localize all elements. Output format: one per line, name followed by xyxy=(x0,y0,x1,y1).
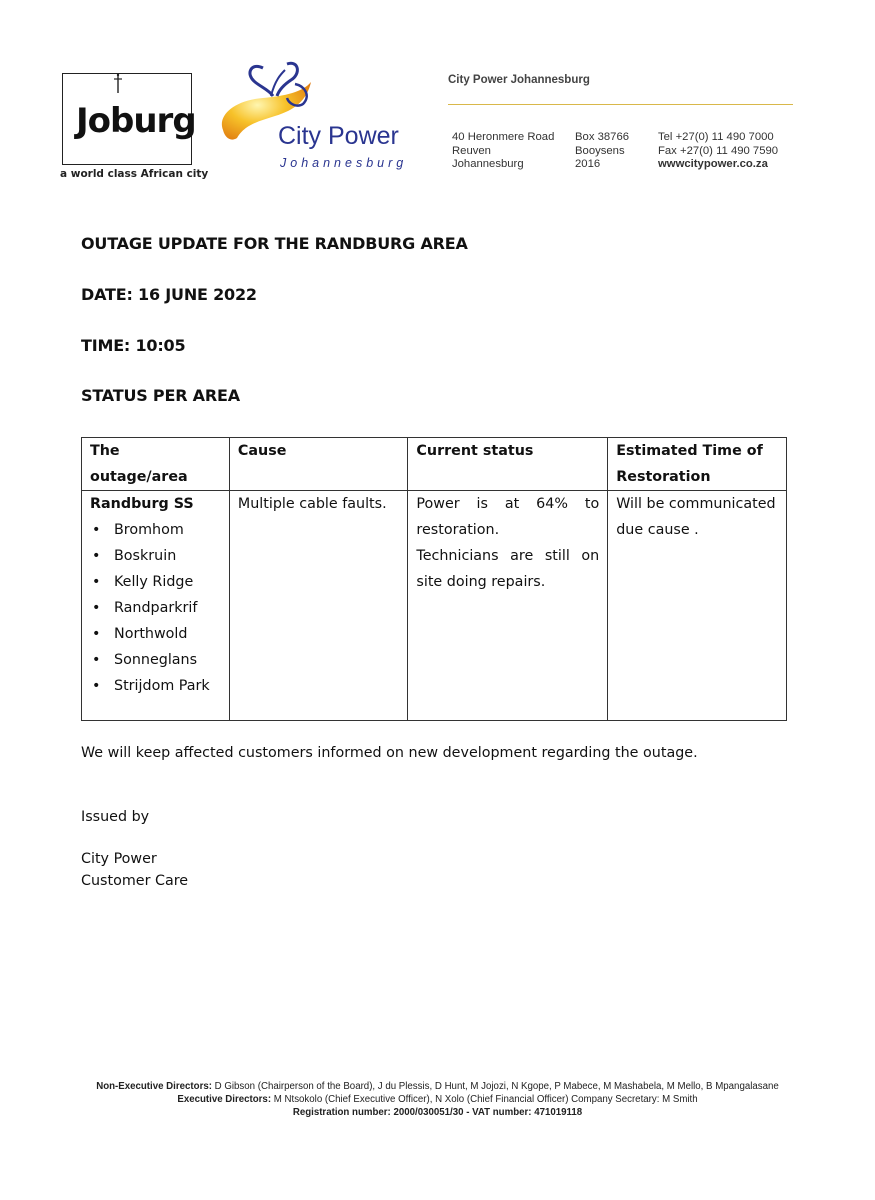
joburg-tagline: a world class African city xyxy=(60,168,209,180)
issued-by-label: Issued by xyxy=(81,809,150,825)
status-word: is xyxy=(476,496,488,512)
list-item: • Bromhom xyxy=(90,517,221,543)
status-heading: STATUS PER AREA xyxy=(81,386,240,405)
list-item: • Kelly Ridge xyxy=(90,569,221,595)
list-item: • Sonneglans xyxy=(90,647,221,673)
status-word: still xyxy=(544,548,570,564)
status-word: are xyxy=(510,548,534,564)
box-line: Booysens xyxy=(575,144,625,157)
footer-names: D Gibson (Chairperson of the Board), J du Plessis, D Hunt, M Jojozi, N Kgope, P Mabece, M Mashabela, M Mello, B Mpangalasane xyxy=(214,1081,779,1092)
area-list xyxy=(90,517,221,699)
box-line: 2016 xyxy=(575,158,601,170)
status-cell xyxy=(408,491,608,721)
box-line: Box 38766 xyxy=(575,131,630,143)
status-word: 64% xyxy=(536,496,568,512)
address-line: Johannesburg xyxy=(452,158,524,170)
informed-paragraph: We will keep affected customers informed on new development regarding the outage. xyxy=(81,745,698,761)
table-row xyxy=(82,491,787,721)
list-item: • Boskruin xyxy=(90,543,221,569)
area-cell xyxy=(82,491,230,721)
status-word: Power xyxy=(416,496,460,512)
joburg-logo-spire xyxy=(52,55,202,95)
fax-line: Fax +27(0) 11 490 7590 xyxy=(658,144,779,157)
area-title: Randburg SS xyxy=(90,496,194,512)
status-line: restoration. xyxy=(416,522,500,538)
header-rule xyxy=(448,104,793,105)
signatory-line: City Power xyxy=(81,851,157,867)
signatory-line: Customer Care xyxy=(81,873,189,889)
footer-label: Executive Directors: xyxy=(177,1094,272,1105)
list-item: • Strijdom Park xyxy=(90,673,221,699)
column-header-etr: Estimated Time of Restoration xyxy=(608,438,787,491)
table-header-row xyxy=(82,438,787,491)
document-title: OUTAGE UPDATE FOR THE RANDBURG AREA xyxy=(81,234,468,253)
contact-block xyxy=(658,131,778,172)
footer-executive-directors xyxy=(0,1094,875,1105)
footer-names: M Ntsokolo (Chief Executive Officer), N Xolo (Chief Financial Officer) Company Secretary: M Smith xyxy=(273,1094,698,1105)
document-date: DATE: 16 JUNE 2022 xyxy=(81,285,257,304)
city-power-subtitle: Johannesburg xyxy=(280,156,408,170)
outage-table xyxy=(81,437,787,721)
address-line: 40 Heronmere Road xyxy=(452,131,555,143)
status-word: on xyxy=(581,548,600,564)
list-item: • Randparkrif xyxy=(90,595,221,621)
status-line xyxy=(416,491,599,517)
document-time: TIME: 10:05 xyxy=(81,336,186,355)
column-header-area: The outage/area xyxy=(82,438,230,491)
cause-text: Multiple cable faults. xyxy=(237,496,387,512)
etr-line: Will be communicated xyxy=(616,496,776,512)
joburg-wordmark: Joburg xyxy=(76,101,196,141)
status-word: Technicians xyxy=(416,548,499,564)
etr-line: due cause . xyxy=(616,522,699,538)
city-power-logo xyxy=(215,60,425,175)
list-item: • Northwold xyxy=(90,621,221,647)
footer-label: Non-Executive Directors: xyxy=(96,1081,212,1092)
cause-cell xyxy=(229,491,408,721)
address-block xyxy=(452,131,554,172)
website-link[interactable]: wwwcitypower.co.za xyxy=(658,158,768,170)
column-header-cause: Cause xyxy=(229,438,408,491)
tel-line: Tel +27(0) 11 490 7000 xyxy=(658,131,774,143)
header-company-name: City Power Johannesburg xyxy=(448,74,590,86)
status-word: at xyxy=(504,496,520,512)
footer-registration: Registration number: 2000/030051/30 - VAT number: 471019118 xyxy=(292,1107,583,1118)
postal-box-block xyxy=(575,131,629,172)
etr-cell xyxy=(608,491,787,721)
status-line xyxy=(416,543,599,569)
address-line: Reuven xyxy=(452,144,491,157)
footer-non-executive-directors xyxy=(0,1081,875,1092)
city-power-name: City Power xyxy=(278,122,399,150)
joburg-logo xyxy=(52,55,209,183)
status-line: site doing repairs. xyxy=(416,574,546,590)
column-header-status: Current status xyxy=(408,438,608,491)
status-word: to xyxy=(584,496,600,512)
